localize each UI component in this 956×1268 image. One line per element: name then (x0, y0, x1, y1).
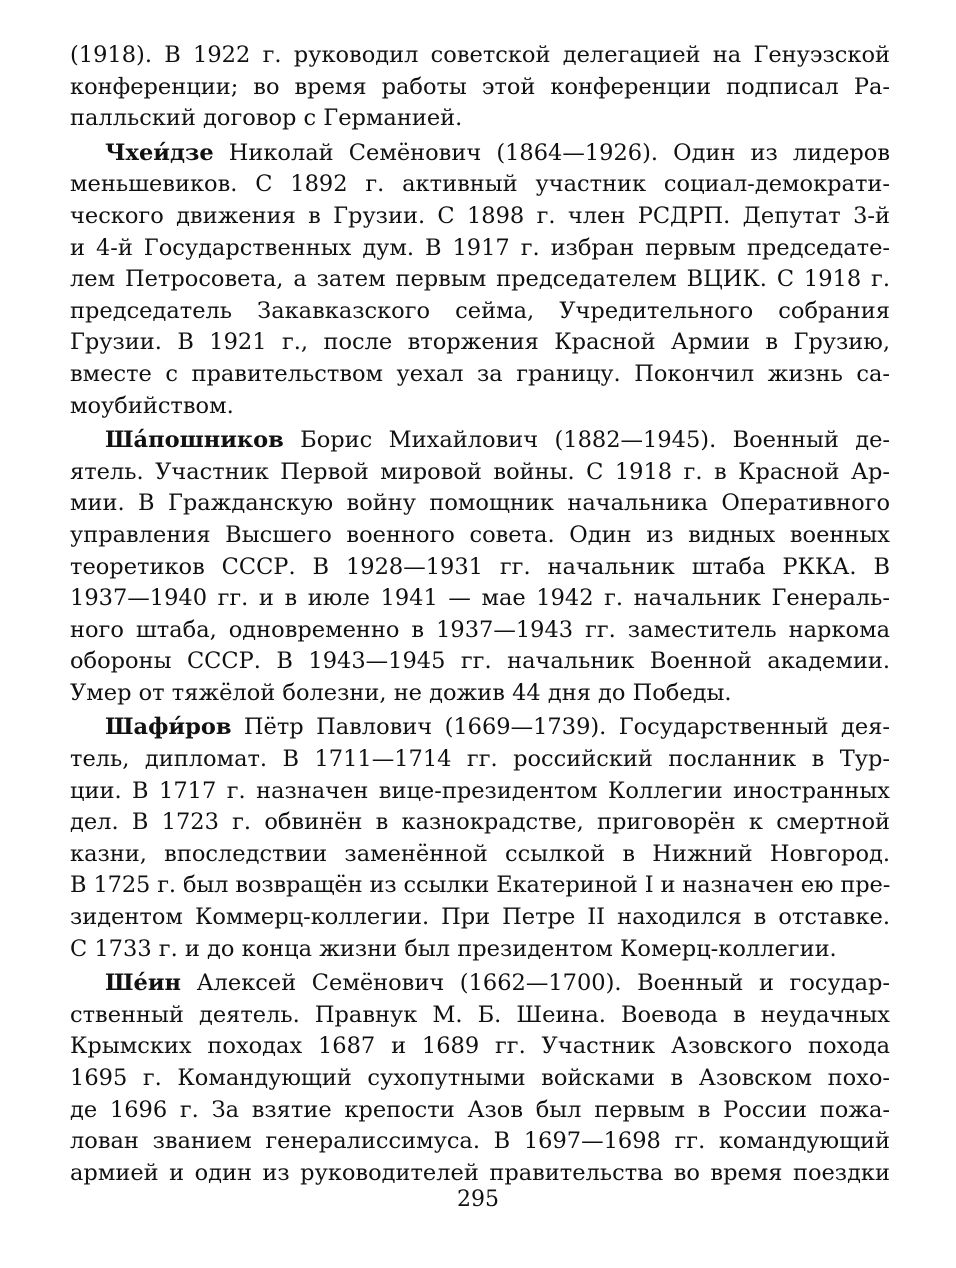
entry-first-line (70, 138, 890, 170)
text-line: 1937—1940 гг. и в июле 1941 — мае 1942 г. начальник Генераль- (70, 585, 890, 612)
text-line: Крымских походах 1687 и 1689 гг. Участник Азовского похода (70, 1033, 890, 1060)
text-line: ного штаба, одновременно в 1937—1943 гг. заместитель наркома (70, 616, 890, 643)
text-line: 1695 г. Командующий сухопутными войсками в Азовском похо- (70, 1065, 890, 1091)
entry-shafirov (70, 712, 890, 965)
entry-shein (70, 968, 890, 1189)
text-line: Умер от тяжёлой болезни, не дожив 44 дня до Победы. (70, 679, 732, 706)
entry-text: Алексей Семёнович (1662—1700). Военный и государ- (181, 970, 890, 997)
entry-first-line (70, 425, 890, 457)
entry-chkheidze (70, 138, 890, 422)
entry-continuation (70, 40, 890, 135)
text-line: (1918). В 1922 г. руководил советской делегацией на Генуэзской (70, 42, 890, 68)
text-line: управления Высшего военного совета. Один из видных военных (70, 521, 890, 548)
text-line: дел. В 1723 г. обвинён в казнокрадстве, приговорён к смертной (70, 809, 890, 836)
text-line: Грузии. В 1921 г., после вторжения Красной Армии в Грузию, (70, 329, 890, 356)
page-text (70, 40, 890, 1192)
text-line: ятель. Участник Первой мировой войны. С 1918 г. в Красной Ар- (70, 458, 890, 485)
text-line: ственный деятель. Правнук М. Б. Шеина. Воевода в неудачных (70, 1001, 890, 1028)
text-line: палльский договор с Германией. (70, 105, 463, 132)
entry-name: Шафи́ров (105, 714, 232, 741)
text-line: тель, дипломат. В 1711—1714 гг. российский посланник в Тур- (70, 746, 890, 773)
text-line: мии. В Гражданскую войну помощник начальника Оперативного (70, 490, 890, 517)
entry-first-line (70, 712, 890, 744)
text-line: казни, впоследствии заменённой ссылкой в Нижний Новгород. (70, 840, 890, 867)
text-line: С 1733 г. и до конца жизни был президентом Комерц-коллегии. (70, 935, 837, 962)
entry-name: Ша́пошников (105, 427, 284, 454)
entry-name: Чхеи́дзе (105, 139, 214, 166)
text-line: зидентом Коммерц-коллегии. При Петре II находился в отставке. (70, 904, 890, 931)
entry-text: Борис Михайлович (1882—1945). Военный де- (283, 427, 890, 454)
text-line: председатель Закавказского сейма, Учредительного собрания (70, 297, 890, 324)
entry-name: Ше́ин (105, 970, 182, 997)
page-number: 295 (457, 1187, 499, 1212)
text-line: ческого движения в Грузии. С 1898 г. член РСДРП. Депутат 3-й (70, 202, 890, 229)
text-line: меньшевиков. С 1892 г. активный участник социал-демократи- (70, 171, 890, 198)
entry-text: Николай Семёнович (1864—1926). Один из лидеров (213, 139, 890, 166)
text-line: ции. В 1717 г. назначен вице-президентом Коллегии иностранных (70, 777, 890, 804)
entry-text: Пётр Павлович (1669—1739). Государственный дея- (231, 714, 890, 741)
entry-first-line (70, 968, 890, 1000)
text-line: моубийством. (70, 392, 234, 419)
text-line: и 4-й Государственных дум. В 1917 г. избран первым председате- (70, 234, 890, 261)
text-line: вместе с правительством уехал за границу. Покончил жизнь са- (70, 360, 890, 387)
text-line: де 1696 г. За взятие крепости Азов был первым в России пожа- (70, 1096, 890, 1123)
entry-shaposhnikov (70, 425, 890, 709)
text-line: армией и один из руководителей правительства во время поездки (70, 1159, 890, 1186)
text-line: лован званием генералиссимуса. В 1697—1698 гг. командующий (70, 1128, 890, 1155)
text-line: В 1725 г. был возвращён из ссылки Екатериной I и назначен ею пре- (70, 872, 891, 899)
text-line: лем Петросовета, а затем первым председателем ВЦИК. С 1918 г. (70, 266, 890, 293)
text-line: теоретиков СССР. В 1928—1931 гг. начальник штаба РККА. В (70, 553, 890, 580)
text-line: обороны СССР. В 1943—1945 гг. начальник Военной академии. (70, 648, 890, 675)
text-line: конференции; во время работы этой конференции подписал Ра- (70, 73, 890, 100)
